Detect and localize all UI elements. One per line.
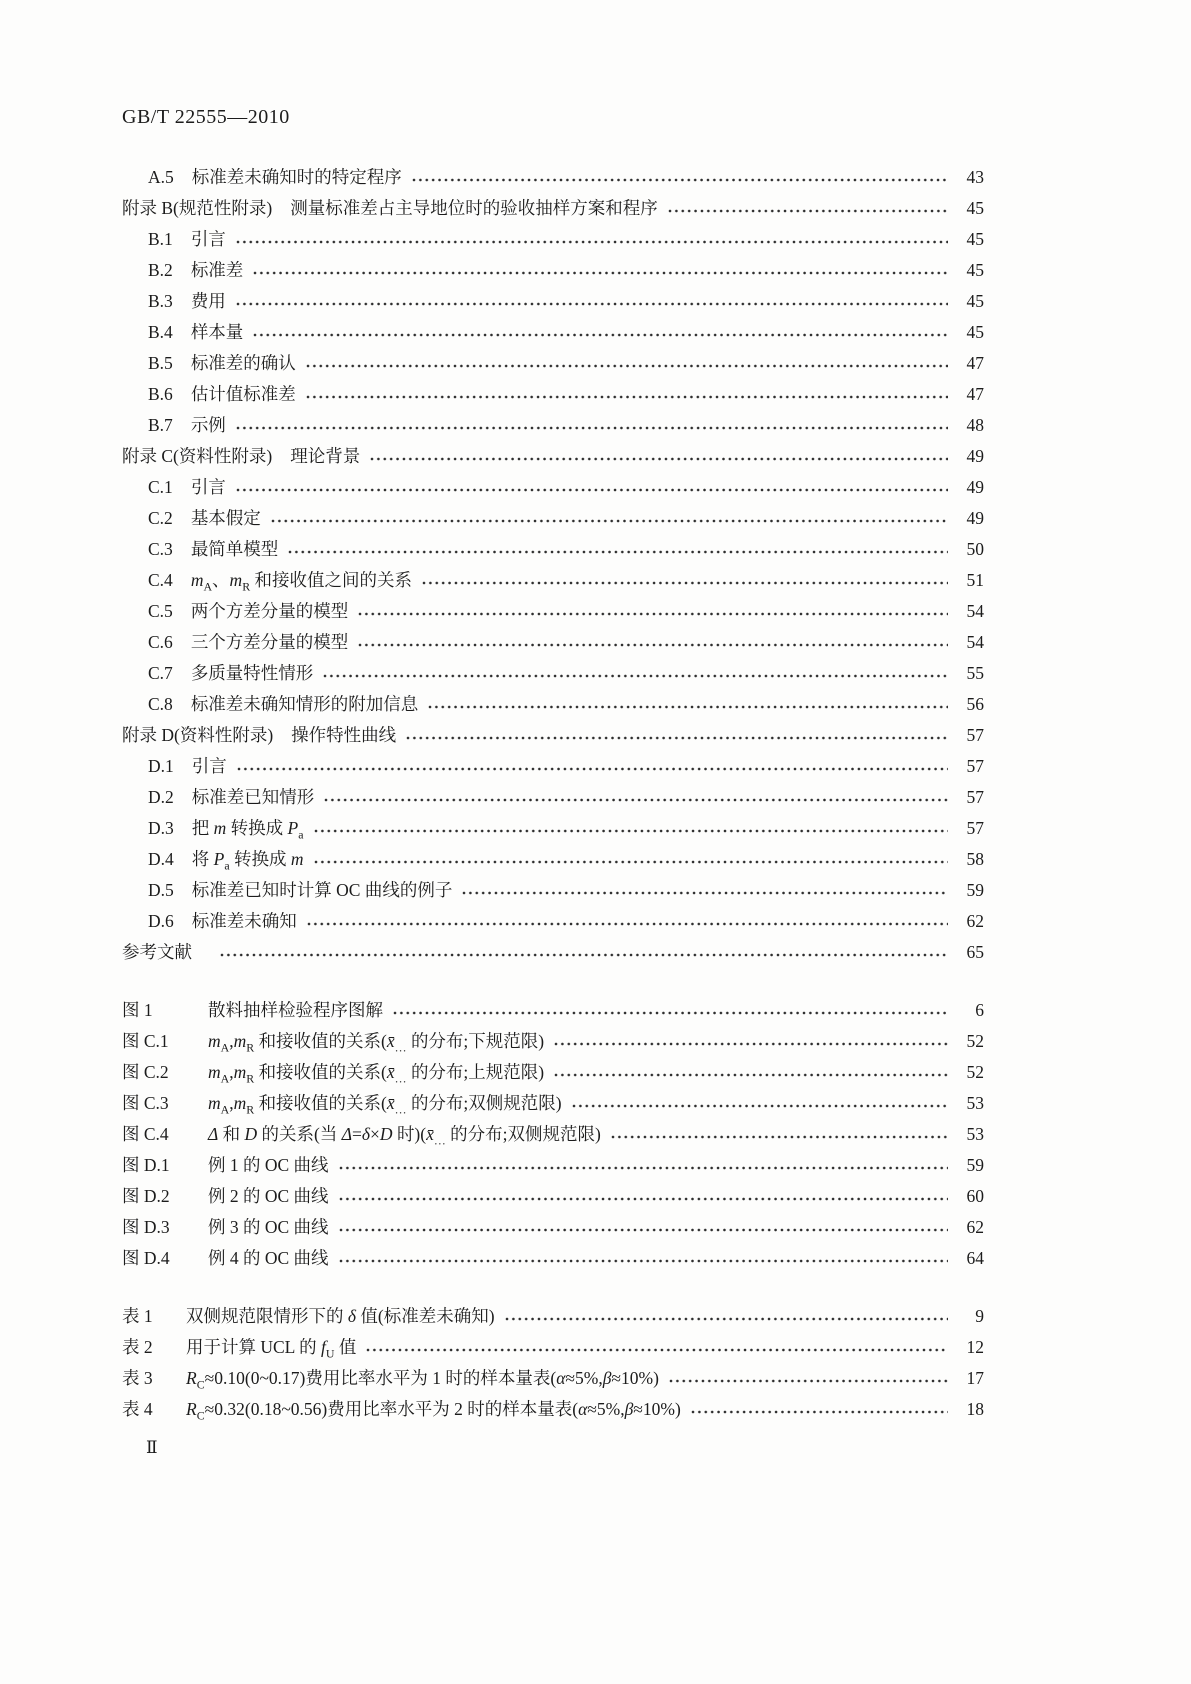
toc-entry-page: 49 <box>966 508 984 528</box>
dot-leader <box>554 1073 948 1077</box>
toc-entry-page: 57 <box>966 756 984 776</box>
dot-leader <box>236 488 948 492</box>
toc-entry-label: 图 1 <box>122 1000 153 1020</box>
toc-entry[interactable] <box>122 1365 984 1396</box>
toc-entry-label: A.5 <box>148 167 174 187</box>
toc-entry[interactable] <box>122 1183 984 1214</box>
dot-leader <box>669 1379 948 1383</box>
toc-entry-title: $m_A,m_R$ 和接收值的关系($x̄_\dots$ 的分布;双侧规范限) <box>208 1093 562 1117</box>
toc-entry-label: 图 C.1 <box>122 1031 169 1051</box>
toc-entry-label: 附录 D(资料性附录) <box>122 725 274 745</box>
toc-entry[interactable] <box>122 505 984 536</box>
toc-entry[interactable] <box>122 939 984 970</box>
toc-entry-label: 表 3 <box>122 1368 153 1388</box>
dot-leader <box>554 1042 948 1046</box>
toc-entry-title: 引言 <box>190 229 226 249</box>
toc-entry-label: D.4 <box>148 849 174 869</box>
toc-entry-page: 18 <box>966 1399 984 1419</box>
toc-entry-page: 45 <box>966 291 984 311</box>
toc-entry-page: 45 <box>966 229 984 249</box>
toc-entry[interactable] <box>122 722 984 753</box>
toc-entry-title: 测量标准差占主导地位时的验收抽样方案和程序 <box>290 198 658 218</box>
toc-entry-title: 标准差已知情形 <box>191 787 315 807</box>
toc-entry[interactable] <box>122 691 984 722</box>
dot-leader <box>236 240 948 244</box>
toc-entry-label: 图 C.2 <box>122 1062 169 1082</box>
toc-entry-page: 59 <box>966 880 984 900</box>
toc-entry[interactable] <box>122 598 984 629</box>
toc-entry-title: 理论背景 <box>290 446 361 466</box>
dot-leader <box>339 1166 948 1170</box>
toc-entry-page: 65 <box>966 942 984 962</box>
toc-entry-page: 56 <box>966 694 984 714</box>
dot-leader <box>253 333 948 337</box>
dot-leader <box>236 302 948 306</box>
toc-entry-label: C.3 <box>148 539 173 559</box>
dot-leader <box>220 953 948 957</box>
toc-entry-title: 例 1 的 OC 曲线 <box>208 1155 329 1175</box>
toc-entry[interactable] <box>122 567 984 598</box>
toc-entry-label: D.2 <box>148 787 174 807</box>
toc-entry-label: D.5 <box>148 880 174 900</box>
toc-entry[interactable] <box>122 997 984 1028</box>
toc-entry[interactable] <box>122 195 984 226</box>
dot-leader <box>611 1135 948 1139</box>
toc-entry-page: 57 <box>966 725 984 745</box>
dot-leader <box>306 364 948 368</box>
toc-entry-label: D.6 <box>148 911 174 931</box>
toc-entry-title: 多质量特性情形 <box>190 663 314 683</box>
toc-entry-page: 60 <box>966 1186 984 1206</box>
dot-leader <box>668 209 948 213</box>
toc-entry-page: 53 <box>966 1124 984 1144</box>
dot-leader <box>339 1197 948 1201</box>
toc-entry-label: 表 2 <box>122 1337 153 1357</box>
toc-entry-label: 图 D.4 <box>122 1248 170 1268</box>
toc-entry[interactable] <box>122 1214 984 1245</box>
toc-entry-page: 9 <box>975 1306 984 1326</box>
toc-entry-label: 图 C.4 <box>122 1124 169 1144</box>
toc-entry-page: 47 <box>966 384 984 404</box>
toc-section-tables <box>122 1303 984 1427</box>
toc-entry-title: 例 2 的 OC 曲线 <box>208 1186 329 1206</box>
toc-entry-title: 基本假定 <box>190 508 261 528</box>
toc-entry-label: 图 C.3 <box>122 1093 169 1113</box>
dot-leader <box>505 1317 948 1321</box>
toc-entry-title: 用于计算 UCL 的 $f_U$ 值 <box>186 1337 357 1361</box>
toc-entry-label: C.5 <box>148 601 173 621</box>
toc-entry-title: 例 4 的 OC 曲线 <box>208 1248 329 1268</box>
toc-entry-page: 47 <box>966 353 984 373</box>
dot-leader <box>428 705 948 709</box>
toc-entry-title: 示例 <box>190 415 226 435</box>
toc-entry-page: 57 <box>966 787 984 807</box>
toc-entry-page: 52 <box>966 1062 984 1082</box>
toc-entry-page: 62 <box>966 1217 984 1237</box>
toc-entry-page: 45 <box>966 322 984 342</box>
toc-entry-title: 引言 <box>190 477 226 497</box>
toc-entry[interactable] <box>122 1245 984 1276</box>
dot-leader <box>324 798 948 802</box>
toc-entry[interactable] <box>122 350 984 381</box>
toc-entry-page: 43 <box>966 167 984 187</box>
toc-entry-label: B.2 <box>148 260 173 280</box>
dot-leader <box>253 271 948 275</box>
toc-entry[interactable] <box>122 412 984 443</box>
toc-entry-label: 图 D.1 <box>122 1155 170 1175</box>
dot-leader <box>366 1348 948 1352</box>
toc-entry-label: C.2 <box>148 508 173 528</box>
toc-entry-title: 标准差未确知时的特定程序 <box>191 167 402 187</box>
toc-entry-label: 参考文献 <box>122 942 192 962</box>
dot-leader <box>307 922 948 926</box>
toc-entry-page: 58 <box>966 849 984 869</box>
toc-entry-title: $m_A$、$m_R$ 和接收值之间的关系 <box>190 570 412 594</box>
toc-entry-label: B.4 <box>148 322 173 342</box>
toc-entry[interactable] <box>122 815 984 846</box>
toc-entry-label: 图 D.2 <box>122 1186 170 1206</box>
toc-entry[interactable] <box>122 1334 984 1365</box>
toc-entry-title: $R_C\approx 0.32(0.18\sim 0.56)$费用比率水平为 2 时的样本量表(α≈5%,β≈10%) <box>186 1399 681 1423</box>
toc-entry[interactable] <box>122 629 984 660</box>
toc-entry[interactable] <box>122 164 984 195</box>
toc-entry-label: B.5 <box>148 353 173 373</box>
dot-leader <box>462 891 948 895</box>
toc-entry-title: 三个方差分量的模型 <box>190 632 349 652</box>
toc-entry-title: $m_A,m_R$ 和接收值的关系($x̄_\dots$ 的分布;下规范限) <box>208 1031 545 1055</box>
dot-leader <box>422 581 948 585</box>
toc-entry-page: 53 <box>966 1093 984 1113</box>
toc-entry[interactable] <box>122 784 984 815</box>
toc-entry-page: 12 <box>966 1337 984 1357</box>
toc-entry-title: 估计值标准差 <box>190 384 296 404</box>
toc-entry[interactable] <box>122 319 984 350</box>
toc-entry[interactable] <box>122 536 984 567</box>
toc-entry-title: 最简单模型 <box>190 539 279 559</box>
toc-entry-label: B.3 <box>148 291 173 311</box>
toc-entry-title: 引言 <box>191 756 227 776</box>
toc-entry-page: 48 <box>966 415 984 435</box>
toc-entry-label: C.8 <box>148 694 173 714</box>
toc-entry-title: 例 3 的 OC 曲线 <box>208 1217 329 1237</box>
toc-entry-page: 45 <box>966 198 984 218</box>
toc-entry-title: 把 m 转换成 $P_a$ <box>191 818 304 842</box>
dot-leader <box>393 1011 948 1015</box>
toc-entry-page: 51 <box>966 570 984 590</box>
toc-entry-page: 59 <box>966 1155 984 1175</box>
toc-entry[interactable] <box>122 1028 984 1059</box>
toc-section-main <box>122 164 984 970</box>
toc-entry[interactable] <box>122 474 984 505</box>
toc-entry-label: D.1 <box>148 756 174 776</box>
toc-entry-page: 54 <box>966 601 984 621</box>
toc-entry-title: 样本量 <box>190 322 244 342</box>
toc-entry-title: 操作特性曲线 <box>291 725 397 745</box>
toc-entry-page: 49 <box>966 477 984 497</box>
toc-entry-label: C.1 <box>148 477 173 497</box>
toc-entry[interactable] <box>122 1152 984 1183</box>
toc-entry[interactable] <box>122 846 984 877</box>
toc-section-figures <box>122 997 984 1276</box>
dot-leader <box>314 829 948 833</box>
dot-leader <box>323 674 948 678</box>
toc-entry-page: 17 <box>966 1368 984 1388</box>
toc-entry-label: B.6 <box>148 384 173 404</box>
toc-entry-page: 55 <box>966 663 984 683</box>
toc-entry-label: 图 D.3 <box>122 1217 170 1237</box>
toc-entry[interactable] <box>122 1396 984 1427</box>
toc-entry-label: 附录 B(规范性附录) <box>122 198 273 218</box>
toc-entry-title: 将 $P_a$ 转换成 m <box>191 849 304 873</box>
toc-entry[interactable] <box>122 877 984 908</box>
toc-entry[interactable] <box>122 1121 984 1152</box>
toc-entry[interactable] <box>122 443 984 474</box>
toc-entry-page: 45 <box>966 260 984 280</box>
toc-entry[interactable] <box>122 226 984 257</box>
toc-entry-label: B.7 <box>148 415 173 435</box>
dot-leader <box>271 519 948 523</box>
toc-entry-label: C.6 <box>148 632 173 652</box>
toc-entry-page: 54 <box>966 632 984 652</box>
toc-entry-page: 52 <box>966 1031 984 1051</box>
toc-entry-label: D.3 <box>148 818 174 838</box>
table-of-contents <box>122 164 984 1427</box>
toc-entry[interactable] <box>122 753 984 784</box>
dot-leader <box>314 860 948 864</box>
toc-entry[interactable] <box>122 908 984 939</box>
dot-leader <box>306 395 948 399</box>
doc-number: GB/T 22555—2010 <box>122 106 290 128</box>
toc-entry-label: 表 1 <box>122 1306 153 1326</box>
toc-entry-title: 标准差已知时计算 OC 曲线的例子 <box>191 880 453 900</box>
dot-leader <box>358 612 948 616</box>
dot-leader <box>412 178 948 182</box>
toc-entry-title: $m_A,m_R$ 和接收值的关系($x̄_\dots$ 的分布;上规范限) <box>208 1062 545 1086</box>
toc-entry-title: 标准差未确知 <box>191 911 297 931</box>
toc-entry-label: C.7 <box>148 663 173 683</box>
toc-entry-title: 散料抽样检验程序图解 <box>208 1000 383 1020</box>
toc-entry-title: 双侧规范限情形下的 δ 值(标准差未确知) <box>186 1306 495 1326</box>
toc-entry-title: 标准差未确知情形的附加信息 <box>190 694 419 714</box>
toc-entry[interactable] <box>122 381 984 412</box>
dot-leader <box>339 1259 948 1263</box>
toc-entry-title: Δ 和 D 的关系(当 Δ=δ×D 时)($x̄_\dots$ 的分布;双侧规范限) <box>208 1124 601 1148</box>
dot-leader <box>691 1410 948 1414</box>
toc-entry-title: $R_C\approx 0.10(0\sim 0.17)$费用比率水平为 1 时的样本量表(α≈5%,β≈10%) <box>186 1368 659 1392</box>
toc-entry-label: 附录 C(资料性附录) <box>122 446 273 466</box>
toc-entry-page: 49 <box>966 446 984 466</box>
dot-leader <box>358 643 948 647</box>
toc-entry-title: 费用 <box>190 291 226 311</box>
dot-leader <box>572 1104 948 1108</box>
toc-entry[interactable] <box>122 1090 984 1121</box>
toc-entry-label: 表 4 <box>122 1399 153 1419</box>
toc-entry-label: B.1 <box>148 229 173 249</box>
toc-entry-title: 两个方差分量的模型 <box>190 601 349 621</box>
toc-entry-title: 标准差 <box>190 260 244 280</box>
dot-leader <box>370 457 948 461</box>
dot-leader <box>406 736 948 740</box>
toc-entry[interactable] <box>122 1303 984 1334</box>
toc-entry-page: 62 <box>966 911 984 931</box>
dot-leader <box>237 767 948 771</box>
toc-entry-title: 标准差的确认 <box>190 353 296 373</box>
toc-entry[interactable] <box>122 1059 984 1090</box>
dot-leader <box>339 1228 948 1232</box>
toc-entry[interactable] <box>122 257 984 288</box>
toc-entry[interactable] <box>122 660 984 691</box>
toc-entry-page: 57 <box>966 818 984 838</box>
toc-entry-page: 50 <box>966 539 984 559</box>
toc-entry-page: 6 <box>975 1000 984 1020</box>
toc-entry-label: C.4 <box>148 570 173 590</box>
dot-leader <box>288 550 948 554</box>
toc-entry[interactable] <box>122 288 984 319</box>
toc-entry-page: 64 <box>966 1248 984 1268</box>
dot-leader <box>236 426 948 430</box>
page-number: Ⅱ <box>146 1438 158 1457</box>
